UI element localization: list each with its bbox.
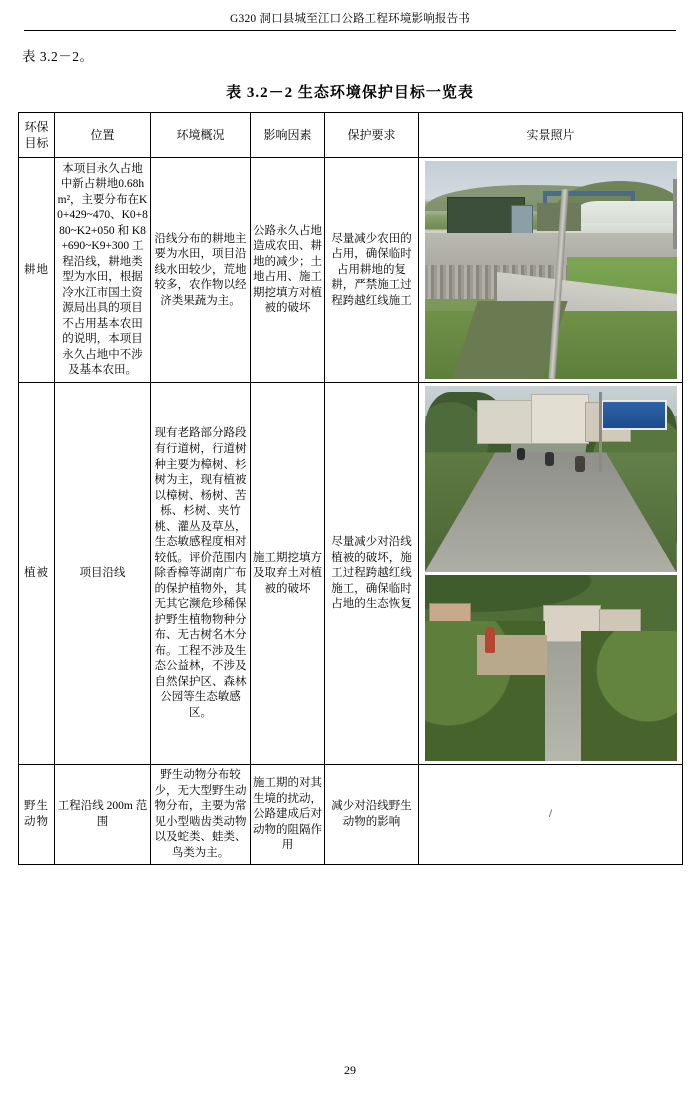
eco-protection-table [18,112,683,865]
running-title: G320 洞口县城至江口公路工程环境影响报告书 [229,13,471,25]
column-header-factor: 影响因素 [251,113,325,158]
row-target-label: 植被 [19,383,55,765]
row-protection-text: 尽量减少对沿线植被的破坏，施工过程跨越红线施工，确保临时占地的生态恢复 [325,383,419,765]
photo-village-road [425,386,677,572]
column-header-location: 位置 [55,113,151,158]
table-row [19,765,683,865]
column-header-target: 环保目标 [19,113,55,158]
header-divider [24,30,676,31]
row-location-text: 本项目永久占地中新占耕地0.68hm²，主要分布在K0+429~470、K0+880~K2+050 和 K8+690~K9+300 工程沿线，耕地类型为水田，根据冷水江市国土资源局出具的项目不占用基本农田的说明，本项目永久占地中不涉及基本农田。 [55,158,151,383]
row-location-text: 工程沿线 200m 范围 [55,765,151,865]
row-environment-text: 沿线分布的耕地主要为水田，项目沿线水田较少，荒地较多，农作物以经济类果蔬为主。 [151,158,251,383]
row-location-text: 项目沿线 [55,383,151,765]
intro-text: 表 3.2－2。 [22,49,94,64]
row-photo-placeholder: / [419,765,683,865]
table-title: 表 3.2－2 生态环境保护目标一览表 [226,85,474,101]
row-photo-cell [419,158,683,383]
table-row [19,383,683,765]
photo-farmland-road [425,161,677,379]
row-factor-text: 施工期挖填方及取弃土对植被的破坏 [251,383,325,765]
row-protection-text: 尽量减少农田的占用，确保临时占用耕地的复耕，严禁施工过程跨越红线施工 [325,158,419,383]
page-number: 29 [344,1063,356,1077]
column-header-protection: 保护要求 [325,113,419,158]
row-protection-text: 减少对沿线野生动物的影响 [325,765,419,865]
page-footer [0,1063,700,1078]
page-header [18,0,682,26]
column-header-environment: 环境概况 [151,113,251,158]
row-factor-text: 公路永久占地造成农田、耕地的减少；土地占用、施工期挖填方对植被的破坏 [251,158,325,383]
row-photo-cell [419,383,683,765]
row-target-label: 野生动物 [19,765,55,865]
photo-lane-vegetation [425,575,677,761]
row-environment-text: 野生动物分布较少，无大型野生动物分布，主要为常见小型啮齿类动物以及蛇类、蛙类、鸟类为主。 [151,765,251,865]
row-factor-text: 施工期的对其生境的扰动，公路建成后对动物的阻隔作用 [251,765,325,865]
table-row [19,158,683,383]
column-header-photo: 实景照片 [419,113,683,158]
row-environment-text: 现有老路部分路段有行道树，行道树种主要为樟树、杉树为主，现有植被以樟树、杨树、苦栎、杉树、夹竹桃、灌丛及草丛，生态敏感程度相对较低。评价范围内除香樟等湖南广布的保护植物外，其无其它濒危珍稀保护野生植物物种分布、无古树名木分布。工程不涉及生态公益林，不涉及自然保护区、森林公园等生态敏感区。 [151,383,251,765]
row-target-label: 耕地 [19,158,55,383]
table-header-row [19,113,683,158]
